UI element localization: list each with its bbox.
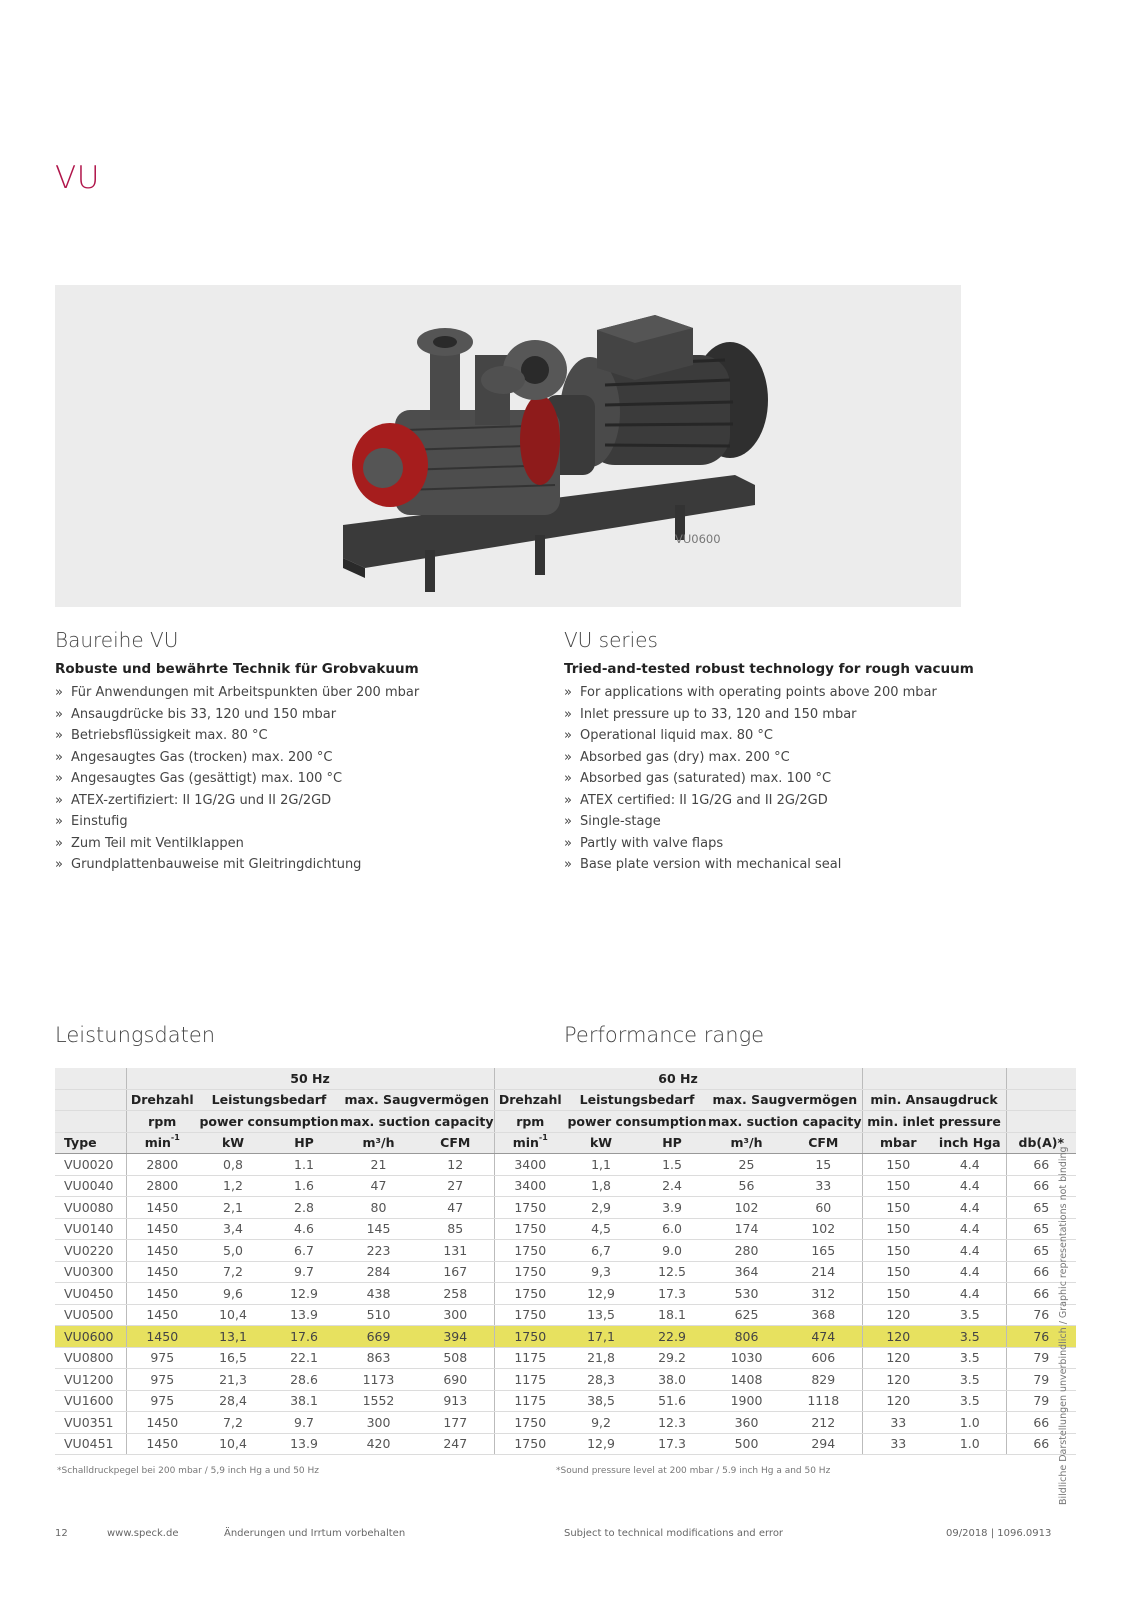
table-cell: 368 xyxy=(785,1304,862,1326)
table-cell: 1450 xyxy=(126,1240,198,1262)
table-cell-type: VU0351 xyxy=(55,1412,126,1434)
table-cell: 2.8 xyxy=(268,1197,340,1219)
table-cell: 6.0 xyxy=(636,1218,708,1240)
pump-illustration xyxy=(335,300,805,600)
page-title: VU xyxy=(55,160,100,196)
table-cell: 1450 xyxy=(126,1218,198,1240)
table-cell: 1450 xyxy=(126,1433,198,1455)
table-cell: 102 xyxy=(785,1218,862,1240)
col-unit-mbar: mbar xyxy=(862,1132,934,1154)
col-unit-db: db(A)* xyxy=(1006,1132,1076,1154)
table-cell: 1030 xyxy=(708,1347,785,1369)
table-cell: 120 xyxy=(862,1369,934,1391)
table-cell: 9,6 xyxy=(198,1283,268,1305)
table-cell: 38.0 xyxy=(636,1369,708,1391)
col-unit-type: Type xyxy=(55,1132,126,1154)
table-cell: 247 xyxy=(417,1433,494,1455)
table-cell: 3.5 xyxy=(934,1390,1006,1412)
table-cell: 829 xyxy=(785,1369,862,1391)
list-item: » Einstufig xyxy=(55,811,525,833)
list-item: » Operational liquid max. 80 °C xyxy=(564,725,1034,747)
table-cell: 65 xyxy=(1006,1197,1076,1219)
product-photo xyxy=(55,285,961,607)
table-cell: 12.3 xyxy=(636,1412,708,1434)
table-cell: 0,8 xyxy=(198,1154,268,1176)
table-cell: 1175 xyxy=(494,1369,566,1391)
col-unit-cfm-50: CFM xyxy=(417,1132,494,1154)
table-cell: 150 xyxy=(862,1175,934,1197)
table-cell: 4.4 xyxy=(934,1261,1006,1283)
table-cell: 975 xyxy=(126,1390,198,1412)
footnote-de: *Schalldruckpegel bei 200 mbar / 5,9 inch Hg a und 50 Hz xyxy=(57,1466,320,1476)
table-cell: 300 xyxy=(417,1304,494,1326)
table-cell: 975 xyxy=(126,1347,198,1369)
table-cell: 625 xyxy=(708,1304,785,1326)
table-cell: 28.6 xyxy=(268,1369,340,1391)
table-cell: 33 xyxy=(862,1412,934,1434)
col-header-suction-50: max. Saugvermögen xyxy=(340,1089,494,1111)
table-row xyxy=(55,1218,1076,1240)
table-cell: 165 xyxy=(785,1240,862,1262)
feature-list-en xyxy=(564,682,1034,876)
table-cell: 65 xyxy=(1006,1240,1076,1262)
table-cell-type: VU1200 xyxy=(55,1369,126,1391)
table-cell: 1450 xyxy=(126,1412,198,1434)
table-cell: 28,4 xyxy=(198,1390,268,1412)
table-cell: 223 xyxy=(340,1240,417,1262)
col-unit-cfm-60: CFM xyxy=(785,1132,862,1154)
section-title-de: Leistungsdaten xyxy=(55,1023,216,1047)
table-cell: 1750 xyxy=(494,1433,566,1455)
table-cell: 913 xyxy=(417,1390,494,1412)
table-cell-type: VU0220 xyxy=(55,1240,126,1262)
table-cell: 47 xyxy=(417,1197,494,1219)
table-cell-type: VU0500 xyxy=(55,1304,126,1326)
table-cell: 22.9 xyxy=(636,1326,708,1348)
freq-header-50hz: 50 Hz xyxy=(126,1068,494,1089)
table-cell: 4,5 xyxy=(566,1218,636,1240)
table-cell: 2,9 xyxy=(566,1197,636,1219)
table-row xyxy=(55,1175,1076,1197)
table-cell: 76 xyxy=(1006,1326,1076,1348)
table-cell: 214 xyxy=(785,1261,862,1283)
col-unit-inhg: inch Hga xyxy=(934,1132,1006,1154)
col-subheader-suction-50: max. suction capacity xyxy=(340,1111,494,1133)
table-cell: 167 xyxy=(417,1261,494,1283)
table-cell: 508 xyxy=(417,1347,494,1369)
table-cell: 12 xyxy=(417,1154,494,1176)
table-cell: 33 xyxy=(785,1175,862,1197)
list-item: » ATEX-zertifiziert: II 1G/2G und II 2G/2GD xyxy=(55,790,525,812)
col-unit-rpm-60: $\min^{-1}$ xyxy=(494,1132,566,1154)
table-cell: 56 xyxy=(708,1175,785,1197)
table-cell: 66 xyxy=(1006,1283,1076,1305)
table-cell-type: VU0040 xyxy=(55,1175,126,1197)
table-cell: 1750 xyxy=(494,1326,566,1348)
table-cell: 1450 xyxy=(126,1261,198,1283)
table-cell: 4.4 xyxy=(934,1218,1006,1240)
table-cell: 65 xyxy=(1006,1218,1076,1240)
rights-note-de: Änderungen und Irrtum vorbehalten xyxy=(224,1528,406,1539)
table-cell: 284 xyxy=(340,1261,417,1283)
table-cell: 1750 xyxy=(494,1240,566,1262)
table-cell-type: VU0300 xyxy=(55,1261,126,1283)
table-cell: 10,4 xyxy=(198,1304,268,1326)
col-subheader-inlet: min. inlet pressure xyxy=(862,1111,1006,1133)
table-cell: 38.1 xyxy=(268,1390,340,1412)
table-cell: 2,1 xyxy=(198,1197,268,1219)
list-item: » Inlet pressure up to 33, 120 and 150 mbar xyxy=(564,704,1034,726)
list-item: » Partly with valve flaps xyxy=(564,833,1034,855)
table-cell: 22.1 xyxy=(268,1347,340,1369)
table-cell: 1.5 xyxy=(636,1154,708,1176)
table-cell: 1552 xyxy=(340,1390,417,1412)
table-cell: 1450 xyxy=(126,1326,198,1348)
table-cell: 25 xyxy=(708,1154,785,1176)
table-cell-type: VU1600 xyxy=(55,1390,126,1412)
table-cell: 3.5 xyxy=(934,1304,1006,1326)
table-cell: 212 xyxy=(785,1412,862,1434)
table-cell: 66 xyxy=(1006,1412,1076,1434)
list-item: » ATEX certified: II 1G/2G and II 2G/2GD xyxy=(564,790,1034,812)
table-cell: 6,7 xyxy=(566,1240,636,1262)
table-cell: 1450 xyxy=(126,1304,198,1326)
table-cell: 76 xyxy=(1006,1304,1076,1326)
table-cell: 17.3 xyxy=(636,1433,708,1455)
website-link[interactable]: www.speck.de xyxy=(107,1528,179,1539)
table-cell: 60 xyxy=(785,1197,862,1219)
table-cell: 438 xyxy=(340,1283,417,1305)
table-cell: 18.1 xyxy=(636,1304,708,1326)
table-cell: 7,2 xyxy=(198,1261,268,1283)
page-number: 12 xyxy=(55,1528,68,1539)
col-subheader-rpm-50: rpm xyxy=(126,1111,198,1133)
table-cell-type: VU0600 xyxy=(55,1326,126,1348)
col-unit-kw-60: kW xyxy=(566,1132,636,1154)
table-cell: 1.6 xyxy=(268,1175,340,1197)
table-row xyxy=(55,1261,1076,1283)
table-cell: 9.0 xyxy=(636,1240,708,1262)
table-cell: 294 xyxy=(785,1433,862,1455)
table-cell: 85 xyxy=(417,1218,494,1240)
table-row xyxy=(55,1240,1076,1262)
table-cell: 2.4 xyxy=(636,1175,708,1197)
performance-table xyxy=(55,1068,1076,1455)
table-cell: 21 xyxy=(340,1154,417,1176)
table-cell: 51.6 xyxy=(636,1390,708,1412)
table-row xyxy=(55,1154,1076,1176)
table-cell: 9.7 xyxy=(268,1412,340,1434)
table-cell: 4.4 xyxy=(934,1197,1006,1219)
table-cell: 16,5 xyxy=(198,1347,268,1369)
table-cell: 150 xyxy=(862,1240,934,1262)
col-unit-hp-50: HP xyxy=(268,1132,340,1154)
series-heading-en: VU series xyxy=(564,628,658,652)
table-cell: 5,0 xyxy=(198,1240,268,1262)
table-cell: 1750 xyxy=(494,1283,566,1305)
table-cell: 1750 xyxy=(494,1197,566,1219)
col-subheader-suction-60: max. suction capacity xyxy=(708,1111,862,1133)
table-cell: 3.9 xyxy=(636,1197,708,1219)
table-cell: 7,2 xyxy=(198,1412,268,1434)
table-cell: 1175 xyxy=(494,1390,566,1412)
table-cell: 3.5 xyxy=(934,1326,1006,1348)
table-cell: 806 xyxy=(708,1326,785,1348)
table-row xyxy=(55,1347,1076,1369)
table-cell: 1750 xyxy=(494,1218,566,1240)
table-cell: 145 xyxy=(340,1218,417,1240)
table-cell: 120 xyxy=(862,1326,934,1348)
table-cell: 38,5 xyxy=(566,1390,636,1412)
table-row xyxy=(55,1390,1076,1412)
table-cell: 21,8 xyxy=(566,1347,636,1369)
table-cell: 606 xyxy=(785,1347,862,1369)
table-cell: 66 xyxy=(1006,1154,1076,1176)
table-cell: 1,2 xyxy=(198,1175,268,1197)
table-cell: 4.4 xyxy=(934,1283,1006,1305)
table-cell: 1450 xyxy=(126,1197,198,1219)
list-item: » Für Anwendungen mit Arbeitspunkten über 200 mbar xyxy=(55,682,525,704)
table-cell: 27 xyxy=(417,1175,494,1197)
table-cell: 280 xyxy=(708,1240,785,1262)
table-cell: 120 xyxy=(862,1304,934,1326)
list-item: » Ansaugdrücke bis 33, 120 und 150 mbar xyxy=(55,704,525,726)
table-cell: 2800 xyxy=(126,1154,198,1176)
col-header-power-50: Leistungsbedarf xyxy=(198,1089,340,1111)
list-item: » Zum Teil mit Ventilklappen xyxy=(55,833,525,855)
list-item: » For applications with operating points above 200 mbar xyxy=(564,682,1034,704)
table-cell: 4.6 xyxy=(268,1218,340,1240)
table-cell: 690 xyxy=(417,1369,494,1391)
table-cell: 66 xyxy=(1006,1433,1076,1455)
table-cell: 12,9 xyxy=(566,1283,636,1305)
table-cell: 1750 xyxy=(494,1412,566,1434)
list-item: » Angesaugtes Gas (trocken) max. 200 °C xyxy=(55,747,525,769)
table-row xyxy=(55,1283,1076,1305)
list-item: » Angesaugtes Gas (gesättigt) max. 100 °C xyxy=(55,768,525,790)
table-cell: 79 xyxy=(1006,1390,1076,1412)
table-cell: 9,3 xyxy=(566,1261,636,1283)
table-row xyxy=(55,1433,1076,1455)
col-header-speed-50: Drehzahl xyxy=(126,1089,198,1111)
list-item: » Single-stage xyxy=(564,811,1034,833)
table-cell: 80 xyxy=(340,1197,417,1219)
table-cell: 3.5 xyxy=(934,1369,1006,1391)
table-cell: 3400 xyxy=(494,1154,566,1176)
col-header-power-60: Leistungsbedarf xyxy=(566,1089,708,1111)
table-cell: 1450 xyxy=(126,1283,198,1305)
table-cell-type: VU0140 xyxy=(55,1218,126,1240)
table-cell: 12.9 xyxy=(268,1283,340,1305)
table-row xyxy=(55,1326,1076,1348)
table-cell: 150 xyxy=(862,1197,934,1219)
table-cell: 975 xyxy=(126,1369,198,1391)
table-cell: 13.9 xyxy=(268,1433,340,1455)
table-cell: 33 xyxy=(862,1433,934,1455)
list-item: » Absorbed gas (dry) max. 200 °C xyxy=(564,747,1034,769)
table-cell: 1750 xyxy=(494,1261,566,1283)
col-unit-hp-60: HP xyxy=(636,1132,708,1154)
table-cell: 66 xyxy=(1006,1261,1076,1283)
table-cell: 120 xyxy=(862,1390,934,1412)
table-cell: 360 xyxy=(708,1412,785,1434)
table-cell: 3,4 xyxy=(198,1218,268,1240)
table-cell: 394 xyxy=(417,1326,494,1348)
table-cell: 510 xyxy=(340,1304,417,1326)
table-cell: 1900 xyxy=(708,1390,785,1412)
table-cell: 2800 xyxy=(126,1175,198,1197)
table-cell: 300 xyxy=(340,1412,417,1434)
list-item: » Betriebsflüssigkeit max. 80 °C xyxy=(55,725,525,747)
list-item: » Base plate version with mechanical seal xyxy=(564,854,1034,876)
table-cell: 6.7 xyxy=(268,1240,340,1262)
table-row xyxy=(55,1369,1076,1391)
table-cell: 17.3 xyxy=(636,1283,708,1305)
table-cell: 1408 xyxy=(708,1369,785,1391)
table-cell: 17.6 xyxy=(268,1326,340,1348)
table-cell: 3.5 xyxy=(934,1347,1006,1369)
table-cell: 12,9 xyxy=(566,1433,636,1455)
table-cell: 1.1 xyxy=(268,1154,340,1176)
table-cell: 420 xyxy=(340,1433,417,1455)
table-cell: 177 xyxy=(417,1412,494,1434)
table-cell: 29.2 xyxy=(636,1347,708,1369)
english-description xyxy=(564,628,1034,876)
col-subheader-power-50: power consumption xyxy=(198,1111,340,1133)
table-cell: 258 xyxy=(417,1283,494,1305)
table-cell: 1173 xyxy=(340,1369,417,1391)
table-cell: 1750 xyxy=(494,1304,566,1326)
table-cell: 15 xyxy=(785,1154,862,1176)
rights-note-en: Subject to technical modifications and error xyxy=(564,1528,784,1539)
table-cell: 13,1 xyxy=(198,1326,268,1348)
table-cell: 17,1 xyxy=(566,1326,636,1348)
table-row xyxy=(55,1412,1076,1434)
table-cell: 174 xyxy=(708,1218,785,1240)
table-cell: 1118 xyxy=(785,1390,862,1412)
section-title-en: Performance range xyxy=(564,1023,765,1047)
table-cell: 102 xyxy=(708,1197,785,1219)
table-cell-type: VU0450 xyxy=(55,1283,126,1305)
table-row xyxy=(55,1304,1076,1326)
table-cell: 13.9 xyxy=(268,1304,340,1326)
table-cell: 66 xyxy=(1006,1175,1076,1197)
table-cell: 1175 xyxy=(494,1347,566,1369)
col-header-suction-60: max. Saugvermögen xyxy=(708,1089,862,1111)
col-unit-kw-50: kW xyxy=(198,1132,268,1154)
table-cell: 1,8 xyxy=(566,1175,636,1197)
table-cell-type: VU0080 xyxy=(55,1197,126,1219)
col-header-speed-60: Drehzahl xyxy=(494,1089,566,1111)
table-cell-type: VU0020 xyxy=(55,1154,126,1176)
image-caption: VU0600 xyxy=(675,532,721,546)
list-item: » Grundplattenbauweise mit Gleitringdichtung xyxy=(55,854,525,876)
table-cell: 500 xyxy=(708,1433,785,1455)
col-unit-rpm-50: $\min^{-1}$ xyxy=(126,1132,198,1154)
table-cell: 474 xyxy=(785,1326,862,1348)
table-cell: 312 xyxy=(785,1283,862,1305)
table-cell: 150 xyxy=(862,1261,934,1283)
table-cell: 120 xyxy=(862,1347,934,1369)
table-cell: 4.4 xyxy=(934,1175,1006,1197)
feature-list-de xyxy=(55,682,525,876)
table-cell: 3400 xyxy=(494,1175,566,1197)
table-cell: 10,4 xyxy=(198,1433,268,1455)
list-item: » Absorbed gas (saturated) max. 100 °C xyxy=(564,768,1034,790)
table-cell: 530 xyxy=(708,1283,785,1305)
table-cell: 669 xyxy=(340,1326,417,1348)
col-header-inlet: min. Ansaugdruck xyxy=(862,1089,1006,1111)
table-cell: 4.4 xyxy=(934,1240,1006,1262)
table-cell: 150 xyxy=(862,1154,934,1176)
table-cell: 28,3 xyxy=(566,1369,636,1391)
table-cell: 131 xyxy=(417,1240,494,1262)
col-subheader-power-60: power consumption xyxy=(566,1111,708,1133)
table-cell: 863 xyxy=(340,1347,417,1369)
table-cell: 79 xyxy=(1006,1369,1076,1391)
table-cell: 79 xyxy=(1006,1347,1076,1369)
table-cell: 12.5 xyxy=(636,1261,708,1283)
series-heading-de: Baureihe VU xyxy=(55,628,179,652)
table-cell: 150 xyxy=(862,1283,934,1305)
table-cell: 1.0 xyxy=(934,1412,1006,1434)
table-cell: 13,5 xyxy=(566,1304,636,1326)
col-unit-m3h-60: m³/h xyxy=(708,1132,785,1154)
disclaimer-vertical: Bildliche Darstellungen unverbindlich / Graphic representations not binding xyxy=(1058,1146,1069,1505)
footnote-en: *Sound pressure level at 200 mbar / 5.9 inch Hg a and 50 Hz xyxy=(556,1466,831,1476)
table-row xyxy=(55,1197,1076,1219)
table-cell: 364 xyxy=(708,1261,785,1283)
series-subheading-de: Robuste und bewährte Technik für Grobvakuum xyxy=(55,661,419,677)
table-cell: 1.0 xyxy=(934,1433,1006,1455)
table-cell: 150 xyxy=(862,1218,934,1240)
document-code: 09/2018 | 1096.0913 xyxy=(946,1528,1052,1539)
table-cell: 9.7 xyxy=(268,1261,340,1283)
german-description xyxy=(55,628,525,876)
col-unit-m3h-50: m³/h xyxy=(340,1132,417,1154)
table-cell-type: VU0451 xyxy=(55,1433,126,1455)
table-cell-type: VU0800 xyxy=(55,1347,126,1369)
table-cell: 47 xyxy=(340,1175,417,1197)
table-cell: 4.4 xyxy=(934,1154,1006,1176)
table-cell: 9,2 xyxy=(566,1412,636,1434)
series-subheading-en: Tried-and-tested robust technology for rough vacuum xyxy=(564,661,974,677)
table-cell: 1,1 xyxy=(566,1154,636,1176)
freq-header-60hz: 60 Hz xyxy=(494,1068,862,1089)
table-cell: 21,3 xyxy=(198,1369,268,1391)
col-subheader-rpm-60: rpm xyxy=(494,1111,566,1133)
